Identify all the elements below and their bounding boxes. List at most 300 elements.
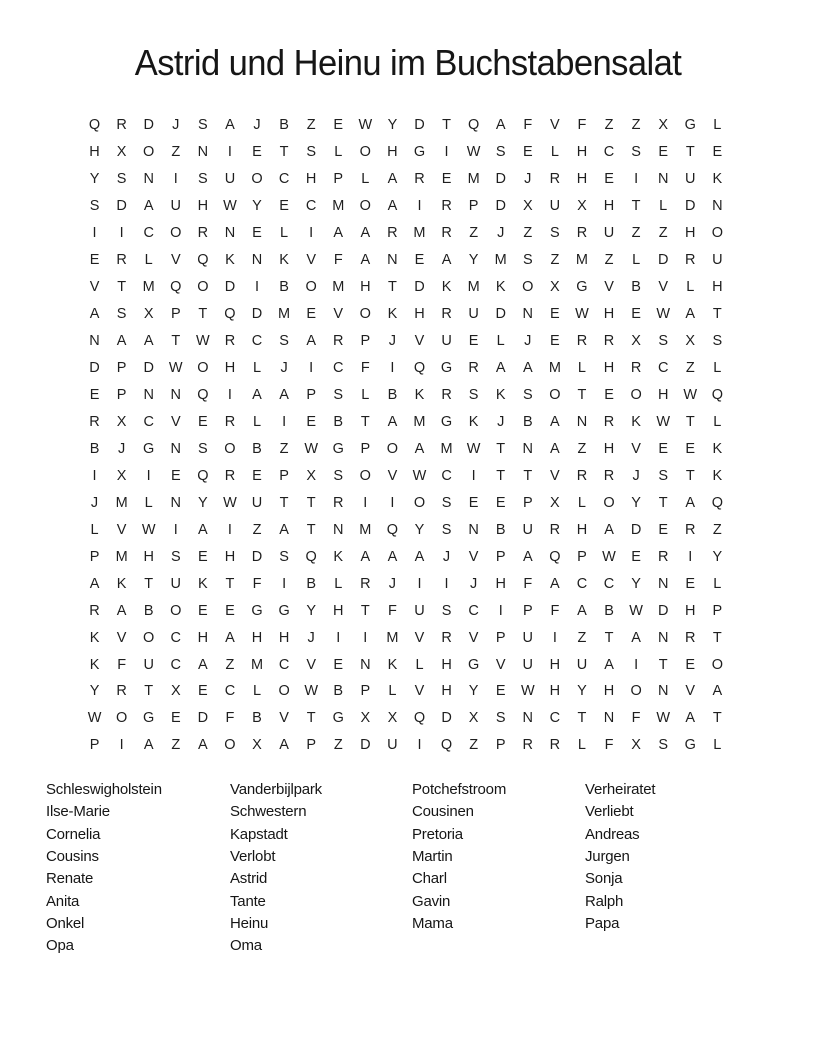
grid-letter: Z bbox=[685, 360, 695, 377]
grid-letter: S bbox=[712, 333, 723, 350]
grid-letter: B bbox=[495, 521, 506, 538]
grid-letter: W bbox=[168, 360, 183, 377]
grid-letter: W bbox=[412, 467, 427, 484]
grid-letter: N bbox=[657, 683, 669, 700]
grid-letter: F bbox=[577, 117, 587, 134]
grid-letter: T bbox=[496, 440, 506, 457]
grid-letter: Q bbox=[711, 494, 723, 511]
grid-letter: Z bbox=[550, 252, 560, 269]
grid-letter: G bbox=[278, 602, 290, 619]
grid-letter: N bbox=[522, 306, 534, 323]
grid-letter: G bbox=[143, 440, 155, 457]
grid-letter: P bbox=[360, 440, 371, 457]
grid-letter: U bbox=[251, 494, 263, 511]
grid-letter: R bbox=[441, 629, 452, 646]
grid-letter: V bbox=[468, 629, 479, 646]
grid-letter: J bbox=[117, 440, 126, 457]
grid-letter: Z bbox=[252, 521, 262, 538]
grid-letter: W bbox=[656, 306, 671, 323]
grid-letter: A bbox=[306, 333, 316, 350]
grid-letter: U bbox=[143, 656, 154, 673]
grid-letter: A bbox=[631, 629, 641, 646]
grid-letter: R bbox=[441, 387, 452, 403]
grid-letter: A bbox=[198, 737, 208, 754]
grid-letter: C bbox=[278, 171, 290, 188]
grid-letter: G bbox=[684, 117, 696, 134]
grid-letter: X bbox=[550, 494, 560, 511]
grid-letter: O bbox=[224, 737, 236, 754]
grid-letter: D bbox=[360, 737, 371, 754]
grid-letter: D bbox=[657, 252, 669, 269]
grid-letter: T bbox=[658, 656, 668, 673]
grid-letter: R bbox=[197, 225, 209, 242]
grid-letter: O bbox=[143, 144, 155, 161]
grid-letter: X bbox=[631, 333, 641, 350]
grid-letter: V bbox=[333, 306, 344, 323]
grid-letter: E bbox=[306, 306, 316, 323]
grid-letter: D bbox=[89, 360, 100, 377]
grid-letter: X bbox=[170, 683, 181, 700]
grid-letter: L bbox=[90, 521, 99, 538]
grid-letter: F bbox=[604, 737, 614, 754]
grid-letter: T bbox=[685, 467, 695, 484]
grid-letter: I bbox=[227, 144, 232, 161]
grid-letter: U bbox=[414, 602, 425, 619]
grid-letter: L bbox=[713, 575, 722, 592]
grid-letter: S bbox=[198, 171, 208, 188]
grid-letter: S bbox=[522, 387, 533, 403]
grid-letter: R bbox=[441, 198, 452, 215]
grid-letter: K bbox=[712, 440, 723, 457]
grid-letter: D bbox=[414, 117, 425, 134]
word-list-item: Kapstadt bbox=[230, 825, 288, 843]
grid-letter: J bbox=[497, 413, 505, 430]
grid-letter: O bbox=[359, 198, 371, 215]
grid-letter: Z bbox=[333, 737, 343, 754]
grid-letter: G bbox=[413, 144, 426, 161]
grid-letter: T bbox=[306, 494, 316, 511]
grid-letter: T bbox=[279, 494, 289, 511]
grid-letter: L bbox=[713, 737, 722, 754]
grid-letter: I bbox=[363, 494, 368, 511]
grid-letter: N bbox=[657, 575, 669, 592]
word-list-item: Ralph bbox=[585, 892, 624, 910]
grid-letter: Q bbox=[88, 117, 101, 134]
grid-letter: U bbox=[468, 306, 479, 323]
grid-letter: T bbox=[144, 575, 154, 592]
grid-letter: Y bbox=[252, 198, 262, 215]
grid-letter: O bbox=[359, 144, 371, 161]
grid-letter: M bbox=[142, 279, 155, 296]
grid-letter: L bbox=[713, 360, 722, 377]
grid-letter: O bbox=[711, 225, 723, 242]
grid-letter: I bbox=[173, 171, 178, 188]
grid-letter: T bbox=[360, 602, 370, 619]
grid-letter: H bbox=[224, 360, 236, 377]
grid-letter: X bbox=[116, 467, 127, 484]
grid-letter: I bbox=[119, 225, 124, 242]
grid-letter: R bbox=[414, 171, 425, 188]
grid-letter: B bbox=[387, 387, 398, 403]
grid-letter: R bbox=[89, 602, 100, 619]
grid-letter: O bbox=[386, 440, 399, 457]
grid-letter: C bbox=[576, 575, 588, 592]
grid-letter: P bbox=[333, 171, 344, 188]
grid-letter: M bbox=[386, 629, 399, 646]
grid-letter: J bbox=[632, 467, 640, 484]
grid-letter: L bbox=[144, 252, 153, 269]
grid-letter: I bbox=[390, 360, 395, 377]
grid-letter: B bbox=[252, 710, 262, 727]
grid-letter: Q bbox=[305, 548, 317, 565]
grid-letter: S bbox=[495, 144, 506, 161]
grid-letter: X bbox=[143, 306, 154, 323]
grid-letter: S bbox=[89, 198, 100, 215]
grid-letter: E bbox=[658, 521, 669, 538]
grid-letter: G bbox=[251, 602, 263, 619]
grid-letter: K bbox=[198, 575, 208, 592]
grid-letter: P bbox=[306, 387, 316, 403]
grid-letter: N bbox=[197, 144, 209, 161]
grid-letter: W bbox=[656, 710, 671, 727]
grid-letter: D bbox=[116, 198, 127, 215]
grid-letter: T bbox=[198, 306, 208, 323]
grid-letter: U bbox=[170, 575, 182, 592]
word-list-item: Schwestern bbox=[230, 803, 307, 821]
grid-letter: Q bbox=[413, 360, 426, 377]
word-list-item: Andreas bbox=[585, 825, 640, 843]
grid-letter: I bbox=[309, 360, 314, 377]
word-list-item: Vanderbijlpark bbox=[230, 781, 322, 798]
grid-letter: N bbox=[170, 494, 182, 511]
grid-letter: Q bbox=[197, 252, 209, 269]
grid-letter: E bbox=[89, 252, 100, 269]
grid-letter: A bbox=[414, 440, 425, 457]
grid-letter: D bbox=[224, 279, 236, 296]
grid-letter: T bbox=[577, 387, 587, 403]
grid-letter: D bbox=[495, 306, 506, 323]
grid-letter: A bbox=[225, 117, 235, 134]
grid-letter: X bbox=[658, 117, 669, 134]
grid-letter: G bbox=[684, 737, 696, 754]
grid-letter: A bbox=[522, 548, 533, 565]
grid-letter: A bbox=[279, 387, 289, 403]
grid-letter: Q bbox=[413, 710, 426, 727]
grid-letter: T bbox=[577, 710, 587, 727]
grid-letter: P bbox=[279, 467, 289, 484]
grid-letter: E bbox=[414, 252, 425, 269]
grid-letter: Z bbox=[631, 225, 641, 242]
grid-letter: B bbox=[252, 440, 262, 457]
grid-letter: K bbox=[225, 252, 235, 269]
grid-letter: T bbox=[306, 710, 316, 727]
grid-letter: I bbox=[444, 575, 449, 592]
grid-letter: Q bbox=[197, 467, 209, 484]
grid-letter: R bbox=[685, 521, 696, 538]
grid-letter: H bbox=[441, 656, 452, 673]
grid-letter: M bbox=[278, 306, 291, 323]
grid-letter: F bbox=[550, 602, 560, 619]
grid-letter: E bbox=[712, 144, 723, 161]
word-list-column bbox=[585, 779, 655, 935]
grid-letter: F bbox=[117, 656, 127, 673]
grid-letter: R bbox=[333, 333, 344, 350]
word-list-item: Astrid bbox=[230, 870, 268, 888]
grid-letter: I bbox=[417, 737, 422, 754]
grid-letter: E bbox=[604, 387, 614, 403]
grid-letter: N bbox=[360, 656, 371, 673]
grid-letter: S bbox=[441, 602, 452, 619]
grid-letter: H bbox=[251, 629, 263, 646]
grid-letter: S bbox=[495, 710, 506, 727]
grid-letter: O bbox=[197, 279, 209, 296]
grid-letter: E bbox=[441, 171, 452, 188]
grid-letter: E bbox=[685, 440, 696, 457]
grid-letter: F bbox=[252, 575, 262, 592]
grid-letter: N bbox=[576, 413, 588, 430]
grid-letter: G bbox=[467, 656, 480, 673]
grid-letter: T bbox=[523, 467, 533, 484]
grid-letter: M bbox=[494, 252, 507, 269]
grid-letter: N bbox=[333, 521, 344, 538]
grid-letter: K bbox=[468, 413, 479, 430]
grid-letter: I bbox=[634, 171, 639, 188]
grid-letter: D bbox=[197, 710, 209, 727]
grid-letter: H bbox=[441, 683, 452, 700]
grid-letter: M bbox=[467, 279, 480, 296]
grid-letter: A bbox=[89, 575, 100, 592]
grid-letter: A bbox=[495, 117, 506, 134]
grid-letter: A bbox=[143, 333, 154, 350]
grid-letter: T bbox=[279, 144, 289, 161]
grid-letter: X bbox=[116, 413, 127, 430]
grid-letter: G bbox=[440, 360, 453, 377]
grid-letter: D bbox=[414, 279, 425, 296]
grid-letter: N bbox=[387, 252, 398, 269]
grid-letter: S bbox=[441, 521, 452, 538]
grid-letter: G bbox=[143, 710, 155, 727]
grid-letter: Y bbox=[577, 683, 587, 700]
grid-letter: I bbox=[336, 629, 341, 646]
grid-letter: N bbox=[712, 198, 723, 215]
grid-letter: Q bbox=[467, 117, 480, 134]
grid-letter: N bbox=[468, 521, 479, 538]
grid-letter: K bbox=[495, 279, 506, 296]
grid-letter: E bbox=[252, 467, 262, 484]
grid-letter: M bbox=[115, 548, 128, 565]
grid-letter: O bbox=[224, 440, 236, 457]
grid-letter: V bbox=[658, 279, 669, 296]
grid-letter: E bbox=[550, 306, 560, 323]
word-list-item: Martin bbox=[412, 848, 453, 866]
grid-letter: R bbox=[441, 225, 452, 242]
grid-letter: X bbox=[550, 279, 560, 296]
grid-letter: E bbox=[198, 602, 208, 619]
grid-letter: T bbox=[496, 467, 506, 484]
grid-letter: Z bbox=[577, 629, 587, 646]
grid-letter: N bbox=[603, 710, 615, 727]
grid-letter: S bbox=[441, 494, 452, 511]
grid-letter: Z bbox=[631, 117, 641, 134]
grid-letter: F bbox=[523, 117, 533, 134]
grid-letter: K bbox=[414, 387, 425, 403]
grid-letter: I bbox=[444, 144, 449, 161]
grid-letter: W bbox=[304, 683, 318, 700]
grid-letter: W bbox=[466, 144, 481, 161]
grid-letter: M bbox=[115, 494, 128, 511]
grid-letter: R bbox=[224, 467, 236, 484]
grid-letter: T bbox=[712, 306, 722, 323]
word-list bbox=[0, 779, 816, 969]
grid-letter: L bbox=[550, 144, 559, 161]
grid-letter: L bbox=[144, 494, 153, 511]
grid-letter: E bbox=[468, 494, 479, 511]
grid-letter: Q bbox=[711, 387, 723, 403]
grid-letter: D bbox=[685, 198, 696, 215]
grid-letter: R bbox=[549, 171, 561, 188]
word-list-item: Verliebt bbox=[585, 803, 634, 821]
grid-letter: A bbox=[550, 575, 560, 592]
grid-letter: J bbox=[497, 225, 505, 242]
grid-letter: P bbox=[712, 602, 723, 619]
word-list-item: Jurgen bbox=[585, 848, 630, 866]
grid-letter: Z bbox=[712, 521, 722, 538]
grid-letter: P bbox=[170, 306, 181, 323]
grid-letter: Q bbox=[440, 737, 453, 754]
grid-letter: O bbox=[630, 387, 642, 403]
grid-letter: N bbox=[522, 440, 534, 457]
grid-letter: N bbox=[224, 225, 236, 242]
grid-letter: I bbox=[309, 225, 314, 242]
grid-letter: Z bbox=[279, 440, 289, 457]
grid-letter: V bbox=[306, 656, 316, 673]
grid-letter: E bbox=[685, 656, 696, 673]
grid-letter: D bbox=[495, 198, 506, 215]
grid-letter: B bbox=[333, 683, 344, 700]
grid-letter: Y bbox=[468, 683, 479, 700]
grid-letter: A bbox=[712, 683, 723, 700]
grid-letter: E bbox=[550, 333, 560, 350]
grid-letter: W bbox=[520, 683, 535, 700]
grid-letter: I bbox=[471, 467, 476, 484]
word-list-item: Cornelia bbox=[46, 825, 101, 843]
grid-letter: P bbox=[577, 548, 587, 565]
grid-letter: O bbox=[359, 467, 371, 484]
grid-letter: H bbox=[576, 144, 588, 161]
grid-letter: A bbox=[441, 252, 452, 269]
grid-letter: R bbox=[657, 548, 669, 565]
grid-letter: A bbox=[360, 225, 371, 242]
grid-letter: K bbox=[116, 575, 127, 592]
grid-letter: V bbox=[116, 629, 127, 646]
grid-letter: L bbox=[713, 413, 722, 430]
word-list-item: Sonja bbox=[585, 870, 623, 888]
grid-letter: T bbox=[685, 144, 695, 161]
grid-letter: A bbox=[685, 494, 696, 511]
grid-letter: M bbox=[575, 252, 588, 269]
grid-letter: I bbox=[688, 548, 693, 565]
grid-letter: A bbox=[360, 252, 371, 269]
grid-letter: E bbox=[631, 548, 641, 565]
grid-letter: E bbox=[198, 548, 208, 565]
grid-letter: X bbox=[360, 710, 371, 727]
grid-letter: O bbox=[630, 683, 642, 700]
grid-letter: S bbox=[170, 548, 181, 565]
grid-letter: T bbox=[442, 117, 451, 134]
grid-letter: I bbox=[417, 198, 422, 215]
grid-letter: Z bbox=[469, 737, 479, 754]
grid-letter: G bbox=[576, 279, 588, 296]
grid-letter: Z bbox=[604, 117, 614, 134]
grid-letter: I bbox=[119, 737, 124, 754]
grid-letter: H bbox=[333, 602, 344, 619]
grid-letter: W bbox=[575, 306, 589, 323]
grid-letter: A bbox=[604, 521, 614, 538]
grid-letter: G bbox=[332, 440, 344, 457]
grid-letter: L bbox=[686, 279, 695, 296]
grid-letter: U bbox=[603, 225, 615, 242]
grid-letter: D bbox=[495, 171, 506, 188]
grid-letter: R bbox=[333, 494, 344, 511]
grid-letter: L bbox=[496, 333, 505, 350]
grid-letter: N bbox=[143, 387, 154, 403]
grid-letter: X bbox=[252, 737, 262, 754]
grid-letter: V bbox=[604, 279, 614, 296]
grid-letter: D bbox=[630, 521, 642, 538]
grid-letter: E bbox=[306, 413, 316, 430]
grid-letter: V bbox=[685, 683, 696, 700]
grid-letter: A bbox=[387, 413, 398, 430]
grid-letter: K bbox=[441, 279, 452, 296]
grid-letter: R bbox=[603, 333, 615, 350]
grid-letter: C bbox=[143, 413, 154, 430]
grid-letter: E bbox=[225, 602, 235, 619]
grid-letter: J bbox=[280, 360, 288, 377]
grid-letter: L bbox=[361, 171, 370, 188]
grid-letter: P bbox=[89, 548, 100, 565]
grid-letter: H bbox=[387, 144, 398, 161]
grid-letter: J bbox=[388, 575, 397, 592]
word-list-item: Opa bbox=[46, 937, 74, 955]
grid-letter: A bbox=[252, 387, 262, 403]
grid-letter: K bbox=[333, 548, 344, 565]
grid-letter: V bbox=[414, 629, 425, 646]
grid-letter: Z bbox=[306, 117, 316, 134]
grid-letter: N bbox=[657, 629, 669, 646]
grid-letter: K bbox=[387, 656, 398, 673]
grid-letter: W bbox=[141, 521, 156, 538]
grid-letter: A bbox=[414, 548, 425, 565]
grid-letter: M bbox=[413, 225, 426, 242]
grid-letter: U bbox=[549, 198, 561, 215]
grid-letter: S bbox=[522, 252, 533, 269]
grid-letter: T bbox=[712, 710, 722, 727]
grid-letter: E bbox=[198, 683, 208, 700]
grid-letter: U bbox=[170, 198, 182, 215]
grid-letter: V bbox=[170, 413, 181, 430]
grid-letter: D bbox=[251, 306, 263, 323]
grid-letter: P bbox=[522, 602, 533, 619]
grid-letter: N bbox=[657, 171, 669, 188]
grid-letter: F bbox=[631, 710, 641, 727]
grid-letter: T bbox=[658, 494, 668, 511]
grid-letter: A bbox=[685, 306, 696, 323]
grid-letter: W bbox=[196, 333, 210, 350]
grid-letter: A bbox=[143, 737, 154, 754]
grid-letter: E bbox=[495, 494, 506, 511]
grid-letter: O bbox=[603, 494, 615, 511]
grid-letter: I bbox=[227, 387, 232, 403]
